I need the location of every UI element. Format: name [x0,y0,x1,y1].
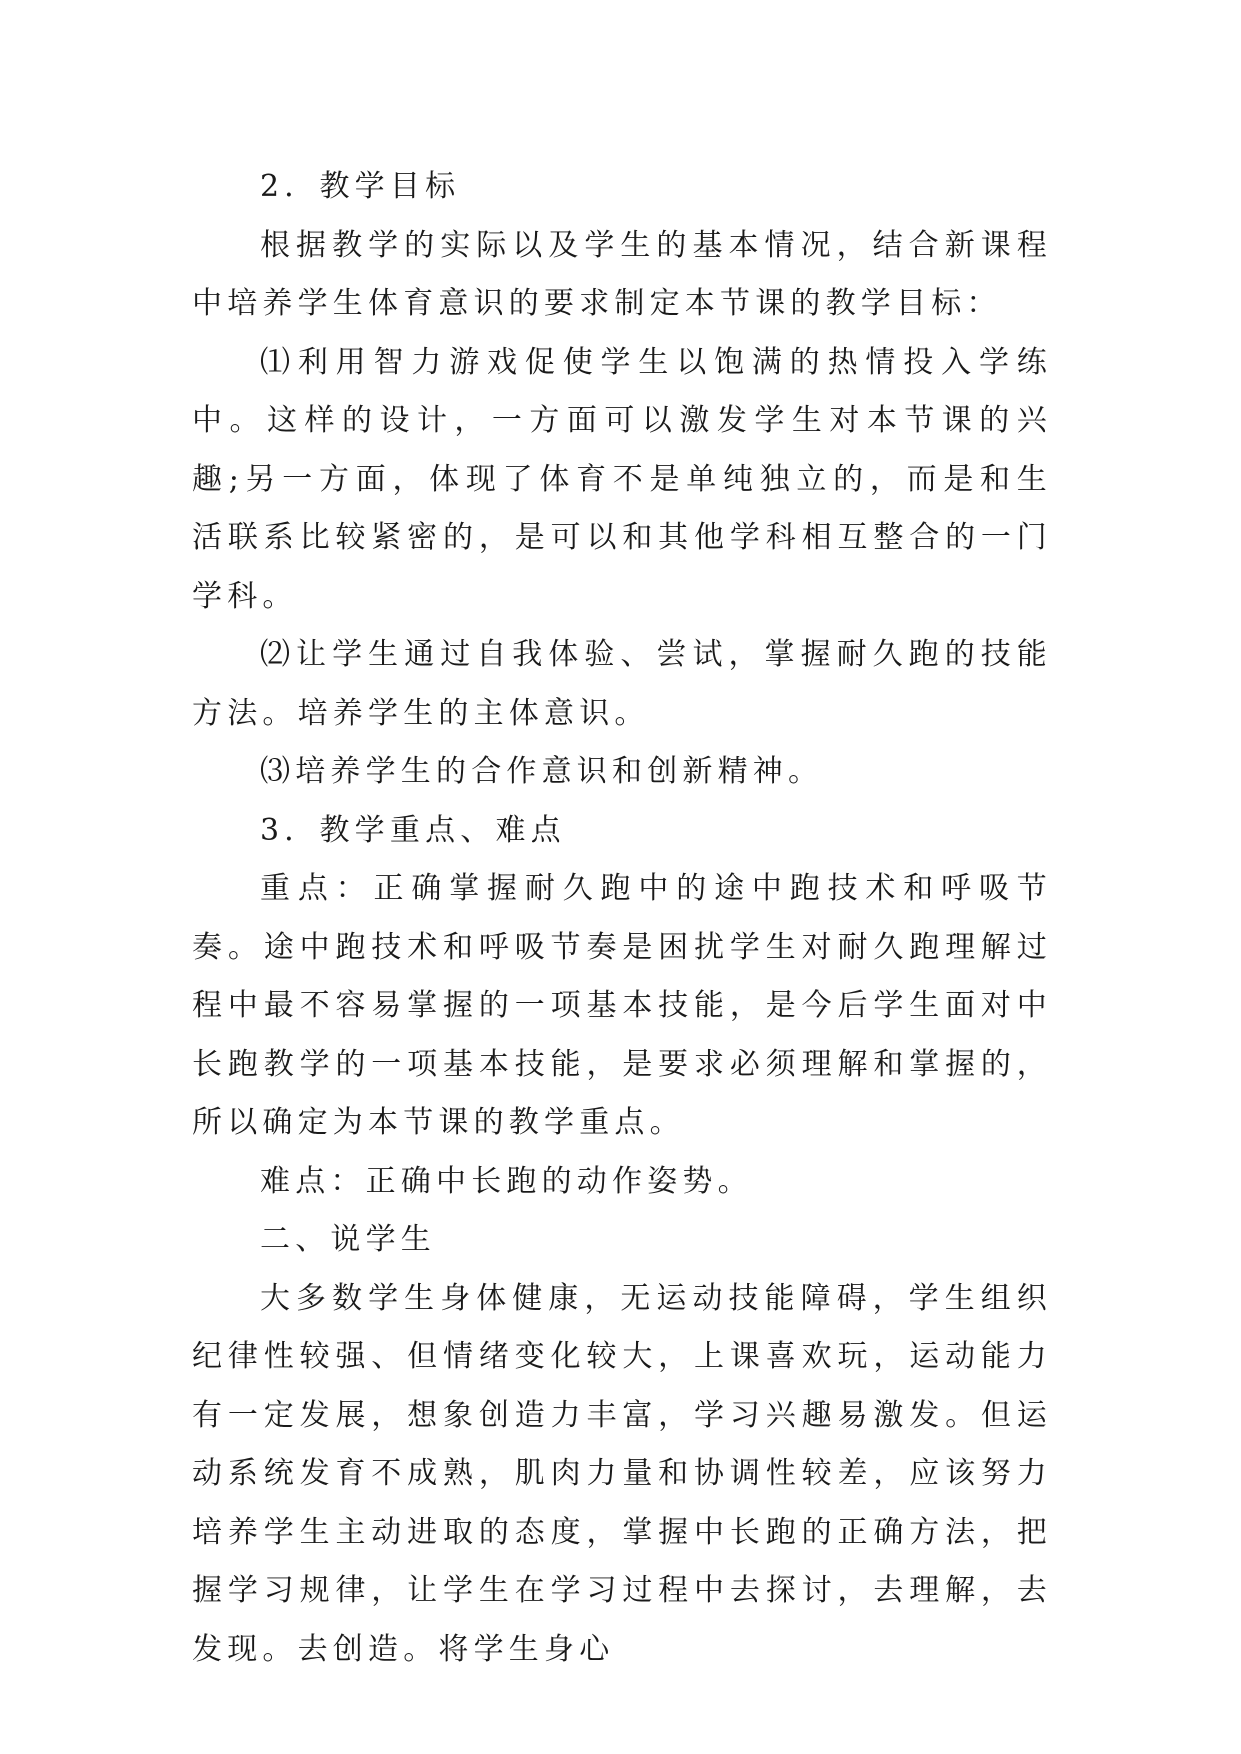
heading-students: 二、说学生 [260,1222,436,1257]
heading-key-points: 3．教学重点、难点 [260,812,566,848]
paragraph-goal-3: ⑶培养学生的合作意识和创新精神。 [260,754,824,789]
paragraph-goal-2: ⑵让学生通过自我体验、尝试，掌握耐久跑的技能方法。培养学生的主体意识。 [192,637,1052,731]
paragraph-students: 大多数学生身体健康，无运动技能障碍，学生组织纪律性较强、但情绪变化较大，上课喜欢玩，运动能力有一定发展，想象创造力丰富，学习兴趣易激发。但运动系统发育不成熟，肌肉力量和协调性较差，应该努力培养学生主动进取的态度，掌握中长跑的正确方法，把握学习规律，让学生在学习过程中去探讨，去理解，去发现。去创造。将学生身心 [192,1280,1052,1667]
paragraph-goal-1: ⑴利用智力游戏促使学生以饱满的热情投入学练中。这样的设计，一方面可以激发学生对本节课的兴趣;另一方面，体现了体育不是单纯独立的，而是和生活联系比较紧密的，是可以和其他学科相互整合的一门学科。 [192,344,1052,614]
paragraph-goals-intro: 根据教学的实际以及学生的基本情况，结合新课程中培养学生体育意识的要求制定本节课的教学目标： [192,227,1052,321]
heading-teaching-goals: 2．教学目标 [260,169,461,204]
document-body [192,158,1052,1679]
paragraph-key-point: 重点：正确掌握耐久跑中的途中跑技术和呼吸节奏。途中跑技术和呼吸节奏是困扰学生对耐久跑理解过程中最不容易掌握的一项基本技能，是今后学生面对中长跑教学的一项基本技能，是要求必须理解和掌握的，所以确定为本节课的教学重点。 [192,871,1052,1140]
paragraph-difficult-point: 难点：正确中长跑的动作姿势。 [260,1163,753,1199]
